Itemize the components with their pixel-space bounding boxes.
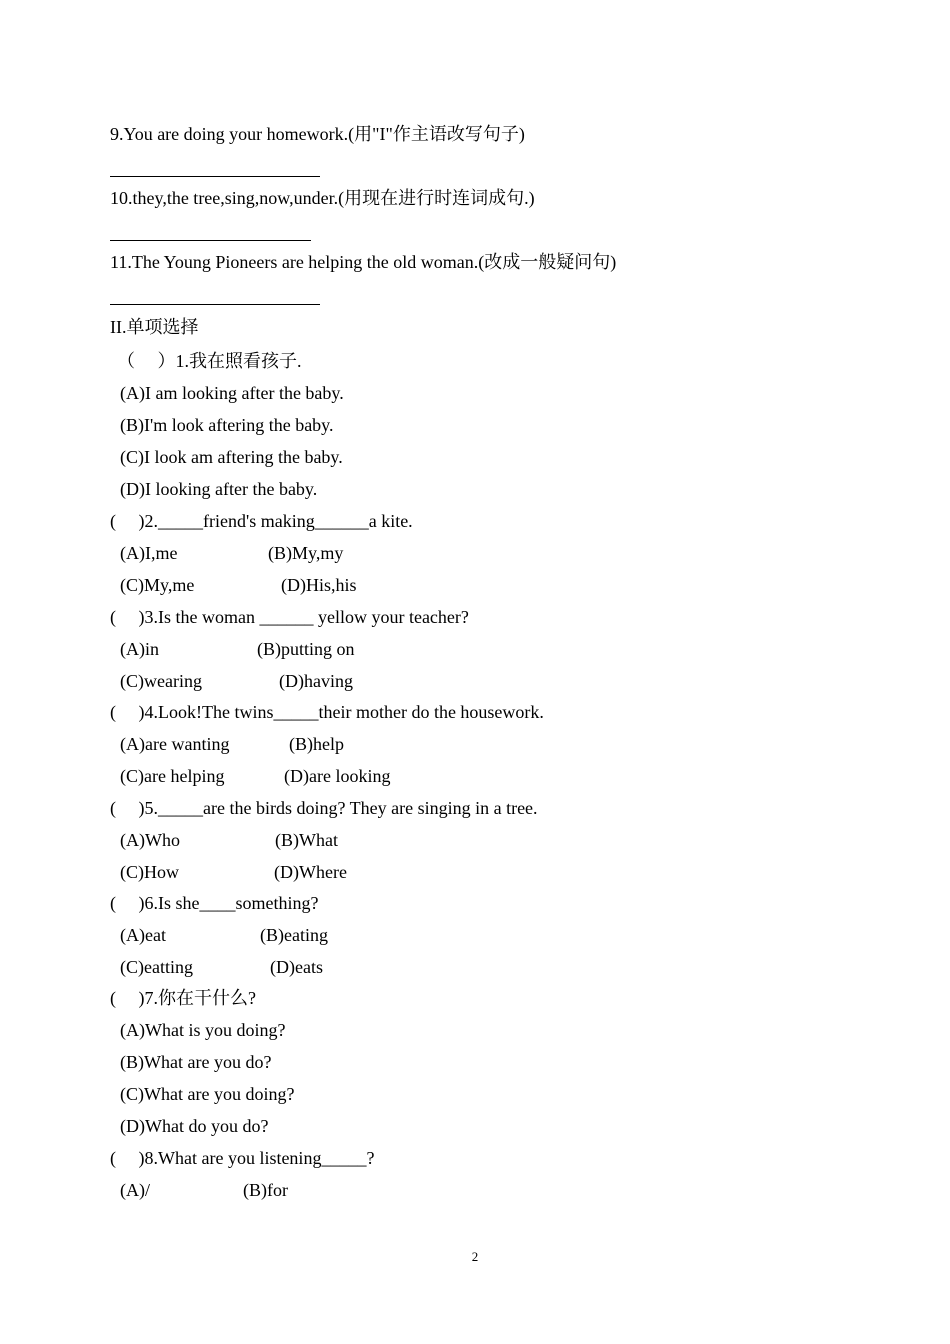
option: (D)eats [270,957,323,977]
q11-text: 11.The Young Pioneers are helping the old woman.(改成一般疑问句) [110,252,617,272]
q10-answer-blank[interactable] [110,240,311,241]
option: (D)I looking after the baby. [120,479,318,499]
option: (B)I'm look aftering the baby. [120,415,334,435]
q10-text: 10.they,the tree,sing,now,under.(用现在进行时连词成句.) [110,188,535,208]
question-stem: ( )5._____are the birds doing? They are singing in a tree. [110,798,538,818]
option: (A)are wanting [120,734,230,754]
option: (C)are helping [120,766,225,786]
option: (B)My,my [268,543,344,563]
option: (B)for [243,1180,288,1200]
q9-answer-blank[interactable] [110,176,320,177]
question-stem: ( )2._____friend's making______a kite. [110,511,413,531]
option: (A)/ [120,1180,150,1200]
question-stem: ( )3.Is the woman ______ yellow your teacher? [110,607,469,627]
q11-answer-blank[interactable] [110,304,320,305]
option: (A)I,me [120,543,178,563]
option: (D)What do you do? [120,1116,269,1136]
option: (C)I look am aftering the baby. [120,447,343,467]
option: (D)Where [274,862,347,882]
section-heading: II.单项选择 [110,317,199,337]
page-number: 2 [471,1249,479,1264]
option: (B)What are you do? [120,1052,272,1072]
option: (B)help [289,734,344,754]
option: (B)What [275,830,338,850]
question-stem: ( )6.Is she____something? [110,893,319,913]
option: (C)My,me [120,575,195,595]
option: (A)I am looking after the baby. [120,383,344,403]
q9-text: 9.You are doing your homework.(用"I"作主语改写句子) [110,124,525,144]
option: (D)having [279,671,353,691]
question-stem: （ ）1.我在照看孩子. [117,351,302,371]
option: (D)are looking [284,766,391,786]
option: (B)putting on [257,639,355,659]
option: (A)eat [120,925,166,945]
option: (C)What are you doing? [120,1084,295,1104]
option: (C)eatting [120,957,193,977]
question-stem: ( )8.What are you listening_____? [110,1148,375,1168]
option: (A)Who [120,830,180,850]
option: (C)wearing [120,671,202,691]
option: (D)His,his [281,575,357,595]
option: (B)eating [260,925,328,945]
option: (A)What is you doing? [120,1020,286,1040]
option: (C)How [120,862,179,882]
option: (A)in [120,639,159,659]
question-stem: ( )7.你在干什么? [110,988,256,1008]
question-stem: ( )4.Look!The twins_____their mother do the housework. [110,702,544,722]
